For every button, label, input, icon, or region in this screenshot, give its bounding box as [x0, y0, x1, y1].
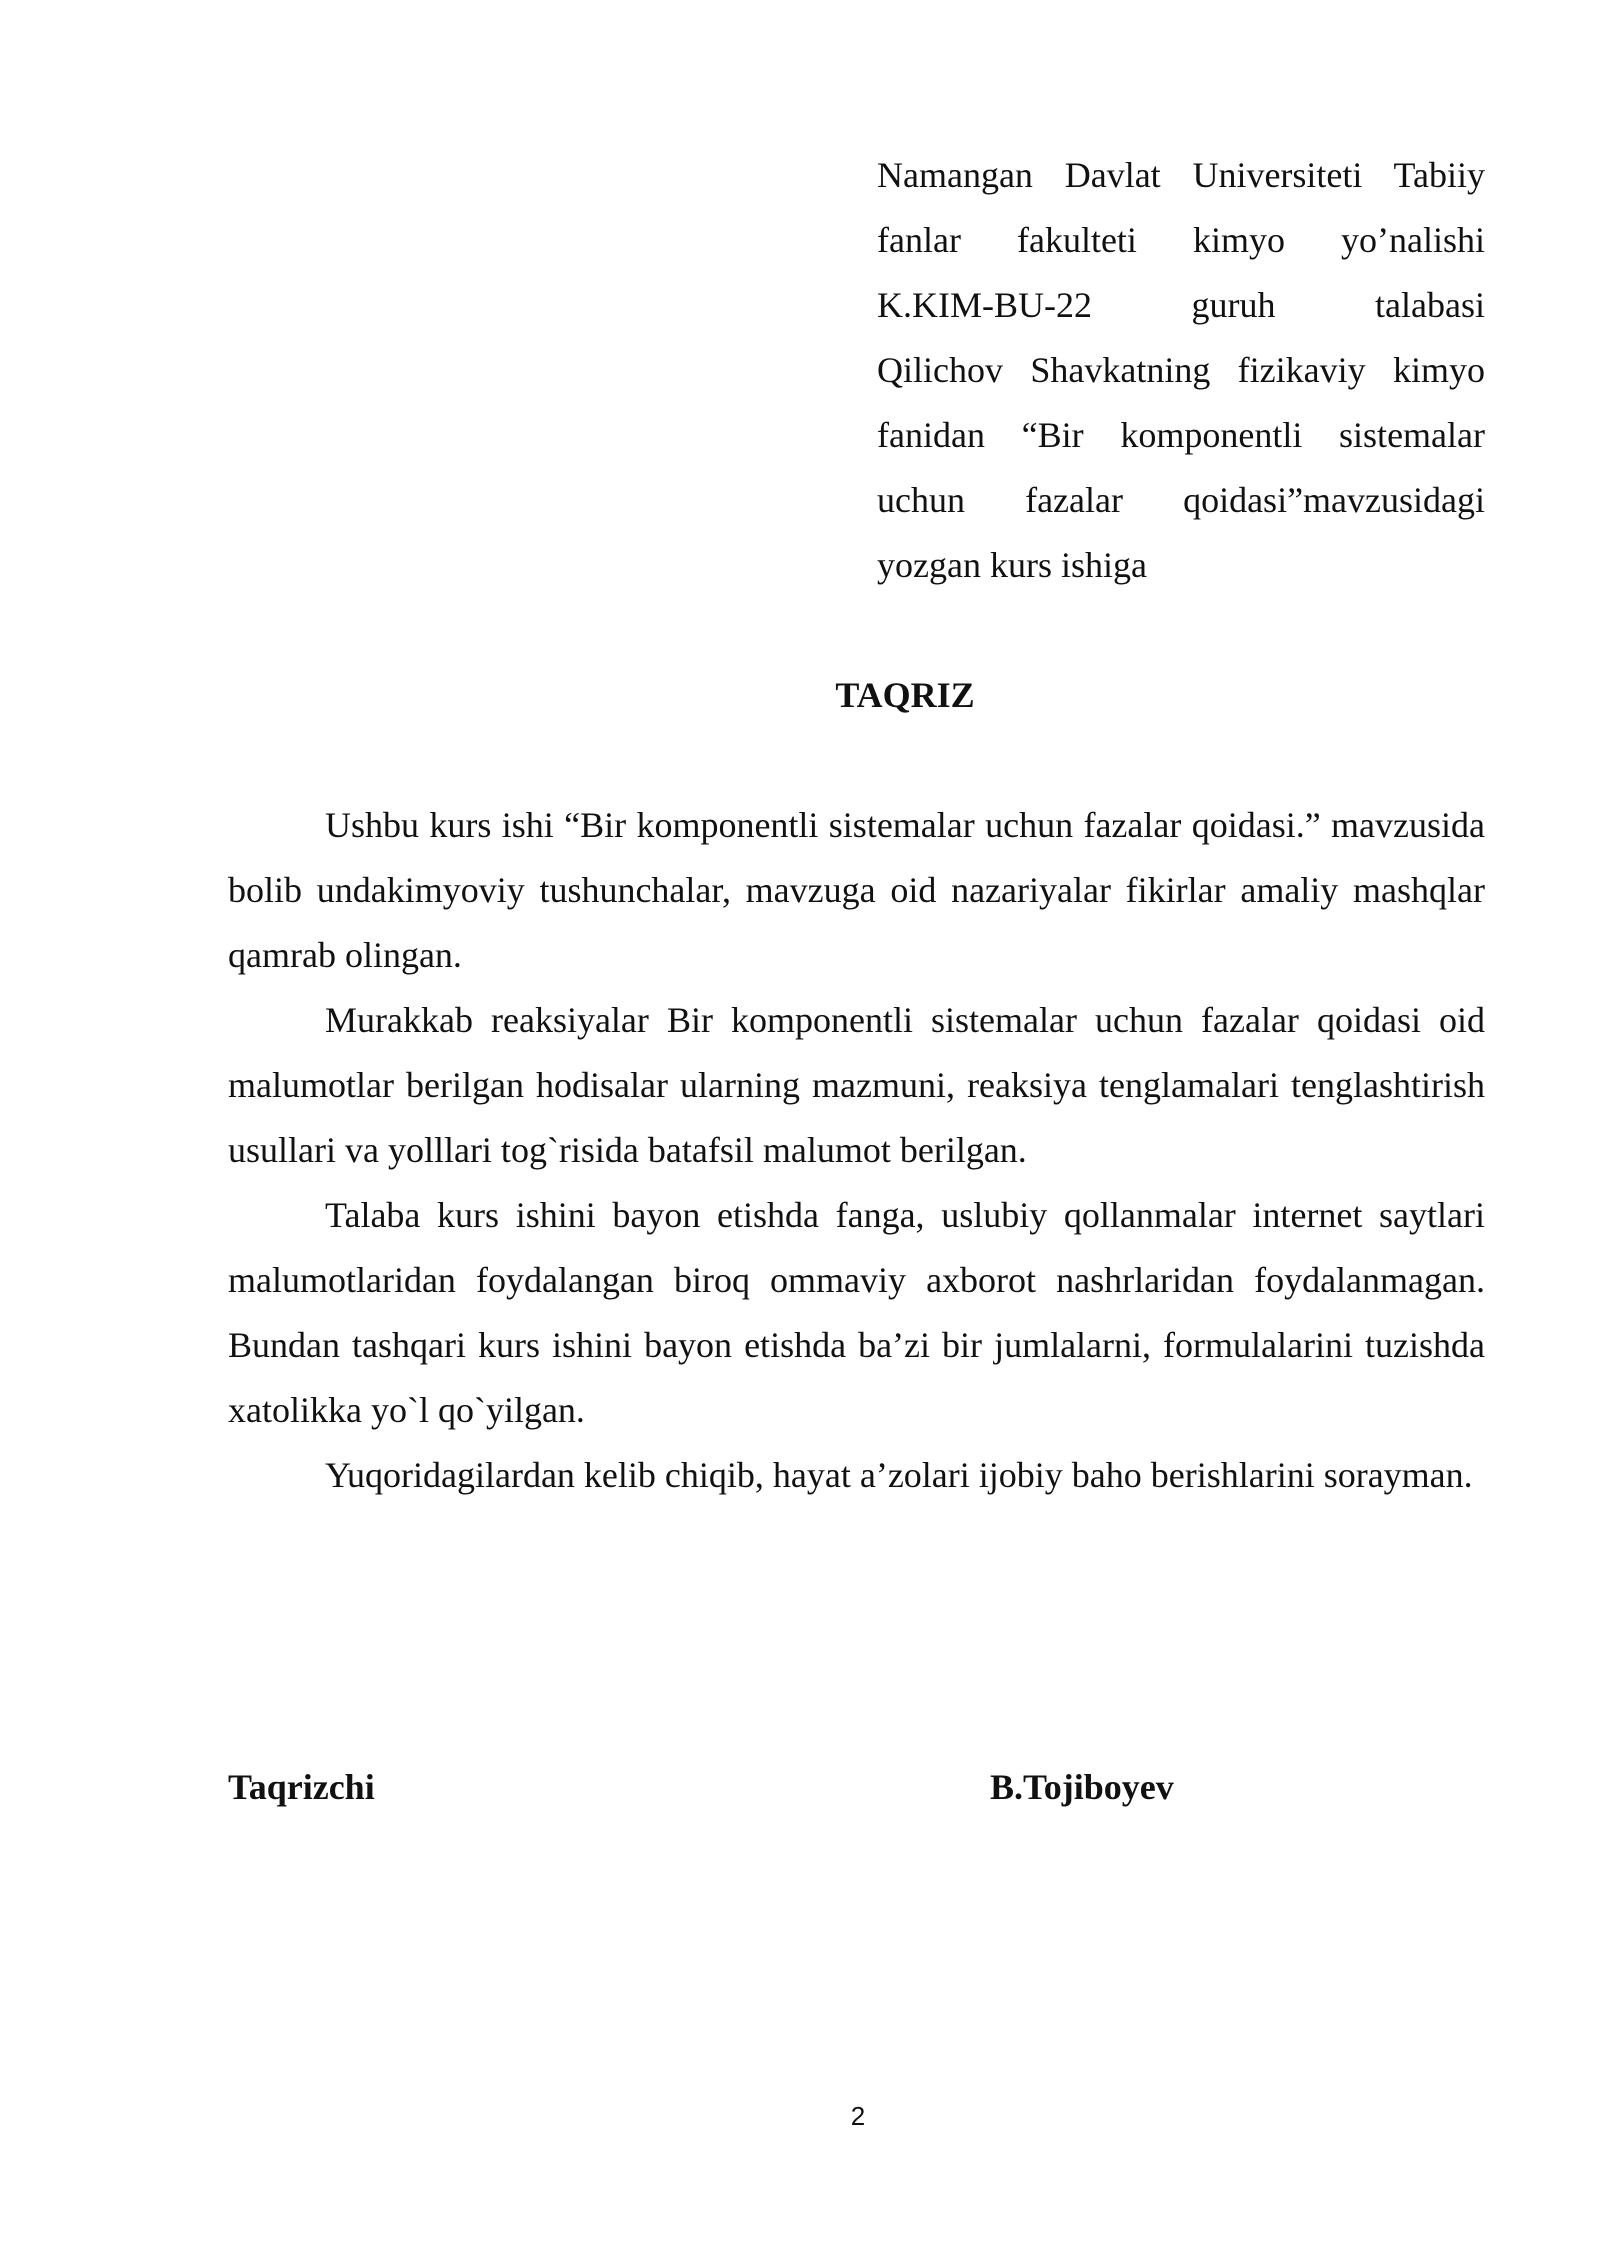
body-paragraph: Talaba kurs ishini bayon etishda fanga, uslubiy qollanmalar internet saytlari malumotlaridan foydalangan biroq ommaviy axborot nashrlaridan foydalanmagan. Bundan tashqari kurs ishini bayon etishda ba’zi bir jumlalarni, formulalarini tuzishda xatolikka yo`l qo`yilgan. — [228, 1195, 1485, 1430]
page-number: 2 — [850, 2101, 866, 2131]
addressee-line: Qilichov Shavkatning fizikaviy kimyo — [877, 350, 1485, 390]
addressee-line: uchun fazalar qoidasi”mavzusidagi — [877, 480, 1485, 520]
review-body — [228, 793, 1485, 1508]
addressee-line: yozgan kurs ishiga — [877, 545, 1147, 585]
addressee-block — [877, 143, 1485, 598]
body-paragraph: Ushbu kurs ishi “Bir komponentli sistemalar uchun fazalar qoidasi.” mavzusida bolib undakimyoviy tushunchalar, mavzuga oid nazariyalar fikirlar amaliy mashqlar qamrab olingan. — [228, 805, 1485, 975]
addressee-line: Namangan Davlat Universiteti Tabiiy — [877, 155, 1485, 195]
addressee-line: K.KIM-BU-22 guruh talabasi — [877, 285, 1485, 325]
document-title: TAQRIZ — [835, 675, 975, 715]
signature-role: Taqrizchi — [228, 1767, 375, 1807]
signature-name: B.Tojiboyev — [990, 1767, 1174, 1807]
addressee-line: fanidan “Bir komponentli sistemalar — [877, 415, 1485, 455]
addressee-line: fanlar fakulteti kimyo yo’nalishi — [877, 220, 1485, 260]
body-paragraph: Murakkab reaksiyalar Bir komponentli sistemalar uchun fazalar qoidasi oid malumotlar berilgan hodisalar ularning mazmuni, reaksiya tenglamalari tenglashtirish usullari va yolllari tog`risida batafsil malumot berilgan. — [228, 1000, 1485, 1170]
body-paragraph: Yuqoridagilardan kelib chiqib, hayat a’zolari ijobiy baho berishlarini sorayman. — [325, 1455, 1473, 1495]
